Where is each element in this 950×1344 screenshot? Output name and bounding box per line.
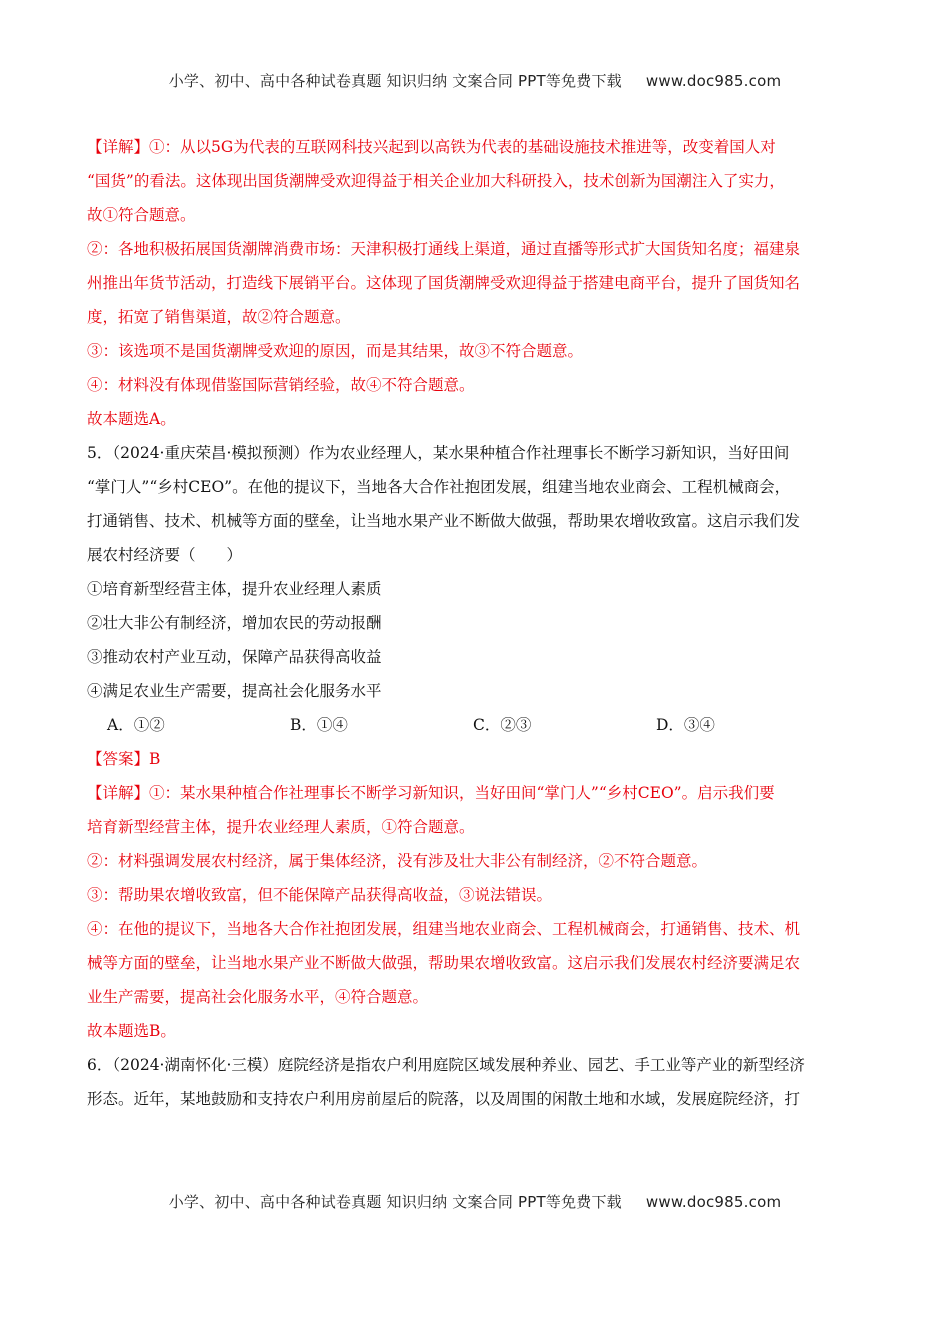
q5-explain-line: 械等方面的壁垒，让当地水果产业不断做大做强，帮助果农增收致富。这启示我们发展农村经济要满足农 — [87, 954, 801, 972]
q5-option-a: A．①② — [107, 716, 165, 734]
q5-explain-line: 业生产需要，提高社会化服务水平，④符合题意。 — [87, 988, 429, 1006]
footer-text: 小学、初中、高中各种试卷真题 知识归纳 文案合同 PPT等免费下载 — [168, 1193, 622, 1211]
q5-explain-line: ②：材料强调发展农村经济，属于集体经济，没有涉及壮大非公有制经济，②不符合题意。 — [87, 852, 708, 870]
q4-explain-line: “国货”的看法。这体现出国货潮牌受欢迎得益于相关企业加大科研投入，技术创新为国潮注入了实力， — [87, 172, 785, 190]
q5-option-d: D．③④ — [656, 716, 715, 734]
q5-explain-line: 【详解】①：某水果种植合作社理事长不断学习新知识，当好田间“掌门人”“乡村CEO”。启示我们要 — [87, 784, 775, 802]
header-text: 小学、初中、高中各种试卷真题 知识归纳 文案合同 PPT等免费下载 — [168, 72, 622, 90]
question-5 — [87, 444, 867, 1056]
header-url[interactable]: www.doc985.com — [645, 72, 782, 90]
document-body — [87, 138, 867, 1124]
q5-options — [87, 716, 867, 750]
q5-explain-line: ③：帮助果农增收致富，但不能保障产品获得高收益，③说法错误。 — [87, 886, 553, 904]
q4-explain-line: 州推出年货节活动，打造线下展销平台。这体现了国货潮牌受欢迎得益于搭建电商平台，提升了国货知名 — [87, 274, 801, 292]
question-6 — [87, 1056, 867, 1124]
q5-statement: ②壮大非公有制经济，增加农民的劳动报酬 — [87, 614, 382, 632]
q5-conclusion: 故本题选B。 — [87, 1022, 176, 1040]
q5-statement: ④满足农业生产需要，提高社会化服务水平 — [87, 682, 382, 700]
q5-statement: ③推动农村产业互动，保障产品获得高收益 — [87, 648, 382, 666]
q4-explain-line: 度，拓宽了销售渠道，故②符合题意。 — [87, 308, 351, 326]
q5-stem-line: “掌门人”“乡村CEO”。在他的提议下，当地各大合作社抱团发展，组建当地农业商会、工程机械商会， — [87, 478, 791, 496]
q4-explain-line: ③：该选项不是国货潮牌受欢迎的原因，而是其结果，故③不符合题意。 — [87, 342, 584, 360]
q4-explanation — [87, 138, 867, 444]
q5-option-b: B．①④ — [290, 716, 348, 734]
q5-answer: 【答案】B — [87, 750, 161, 768]
q5-explain-line: 培育新型经营主体，提升农业经理人素质，①符合题意。 — [87, 818, 475, 836]
q5-statement: ①培育新型经营主体，提升农业经理人素质 — [87, 580, 382, 598]
q5-explain-line: ④：在他的提议下，当地各大合作社抱团发展，组建当地农业商会、工程机械商会，打通销售、技术、机 — [87, 920, 801, 938]
q4-explain-line: ④：材料没有体现借鉴国际营销经验，故④不符合题意。 — [87, 376, 475, 394]
q4-explain-line: ②：各地积极拓展国货潮牌消费市场：天津积极打通线上渠道，通过直播等形式扩大国货知名度；福建泉 — [87, 240, 801, 258]
q4-explain-line: 故①符合题意。 — [87, 206, 196, 224]
page-footer — [0, 1191, 950, 1212]
footer-url[interactable]: www.doc985.com — [645, 1193, 782, 1211]
q6-stem-line: 形态。近年，某地鼓励和支持农户利用房前屋后的院落，以及周围的闲散土地和水域，发展庭院经济，打 — [87, 1090, 801, 1108]
q4-explain-line: 【详解】①：从以5G为代表的互联网科技兴起到以高铁为代表的基础设施技术推进等，改变着国人对 — [87, 138, 776, 156]
q5-option-c: C．②③ — [473, 716, 532, 734]
q4-conclusion: 故本题选A。 — [87, 410, 176, 428]
page-header — [0, 70, 950, 91]
q5-stem-line: 展农村经济要（ ） — [87, 546, 243, 564]
q5-stem-line: 5．（2024·重庆荣昌·模拟预测）作为农业经理人，某水果种植合作社理事长不断学习新知识，当好田间 — [87, 444, 790, 462]
q6-stem-line: 6．（2024·湖南怀化·三模）庭院经济是指农户利用庭院区域发展种养业、园艺、手工业等产业的新型经济 — [87, 1056, 805, 1074]
q5-stem-line: 打通销售、技术、机械等方面的壁垒，让当地水果产业不断做大做强，帮助果农增收致富。这启示我们发 — [87, 512, 801, 530]
